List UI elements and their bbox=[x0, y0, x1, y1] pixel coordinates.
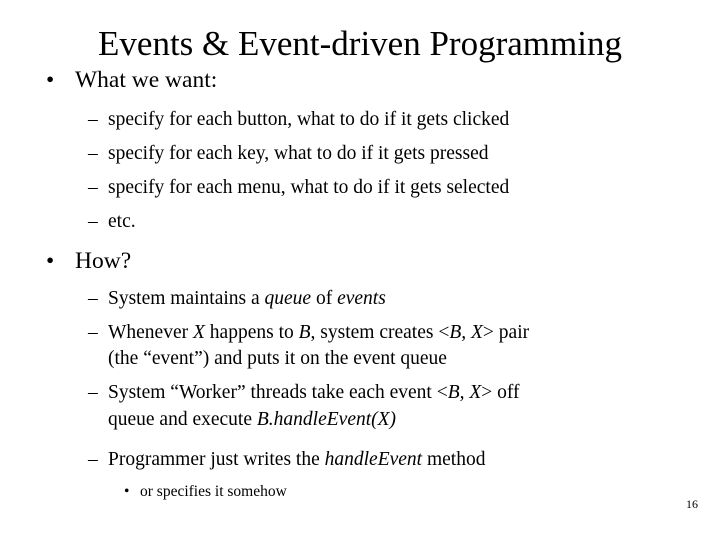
bullet-icon: • bbox=[46, 248, 55, 274]
text-run: Whenever bbox=[108, 322, 193, 343]
sub-sub-bullet-text: or specifies it somehow bbox=[140, 483, 287, 500]
dash-icon: – bbox=[88, 211, 98, 232]
dash-icon: – bbox=[88, 143, 98, 164]
bullet-heading: What we want: bbox=[75, 67, 218, 93]
dash-icon: – bbox=[88, 322, 98, 343]
text-run: , system creates < bbox=[310, 322, 450, 343]
italic-run: B.handleEvent(X) bbox=[256, 409, 397, 430]
bullet-icon: • bbox=[124, 483, 130, 500]
dash-icon: – bbox=[88, 109, 98, 130]
italic-run: B, X bbox=[449, 322, 483, 343]
dash-icon: – bbox=[88, 288, 98, 309]
sub-bullet-text bbox=[108, 284, 386, 314]
text-run: queue and execute bbox=[108, 409, 257, 430]
dash-icon: – bbox=[88, 382, 98, 403]
sub-bullet-text bbox=[108, 445, 485, 475]
italic-run: handleEvent bbox=[324, 449, 423, 470]
sub-bullet-text: specify for each menu, what to do if it gets selected bbox=[108, 177, 510, 198]
sub-bullet-text: specify for each button, what to do if it gets clicked bbox=[108, 109, 510, 130]
text-run: of bbox=[311, 288, 338, 309]
text-run: Programmer just writes the bbox=[108, 449, 325, 470]
page-number: 16 bbox=[686, 497, 698, 511]
italic-run: queue bbox=[264, 288, 312, 309]
sub-bullet-text bbox=[108, 378, 520, 408]
text-run: method bbox=[422, 449, 486, 470]
bullet-heading: How? bbox=[75, 248, 132, 274]
bullet-icon: • bbox=[46, 67, 55, 93]
italic-run: events bbox=[337, 288, 386, 309]
sub-bullet-text: etc. bbox=[108, 211, 136, 232]
text-run: > off bbox=[481, 382, 520, 403]
text-run: System maintains a bbox=[108, 288, 265, 309]
text-run: happens to bbox=[204, 322, 299, 343]
slide-title: Events & Event-driven Programming bbox=[98, 24, 622, 63]
text-run: System “Worker” threads take each event < bbox=[108, 382, 448, 403]
text-run: > pair bbox=[482, 322, 530, 343]
sub-bullet-text: specify for each key, what to do if it gets pressed bbox=[108, 143, 489, 164]
dash-icon: – bbox=[88, 449, 98, 470]
italic-run: B, X bbox=[447, 382, 482, 403]
dash-icon: – bbox=[88, 177, 98, 198]
sub-bullet-text: (the “event”) and puts it on the event queue bbox=[108, 348, 447, 369]
italic-run: B bbox=[298, 322, 311, 343]
italic-run: X bbox=[193, 322, 205, 343]
sub-bullet-text bbox=[108, 405, 396, 435]
